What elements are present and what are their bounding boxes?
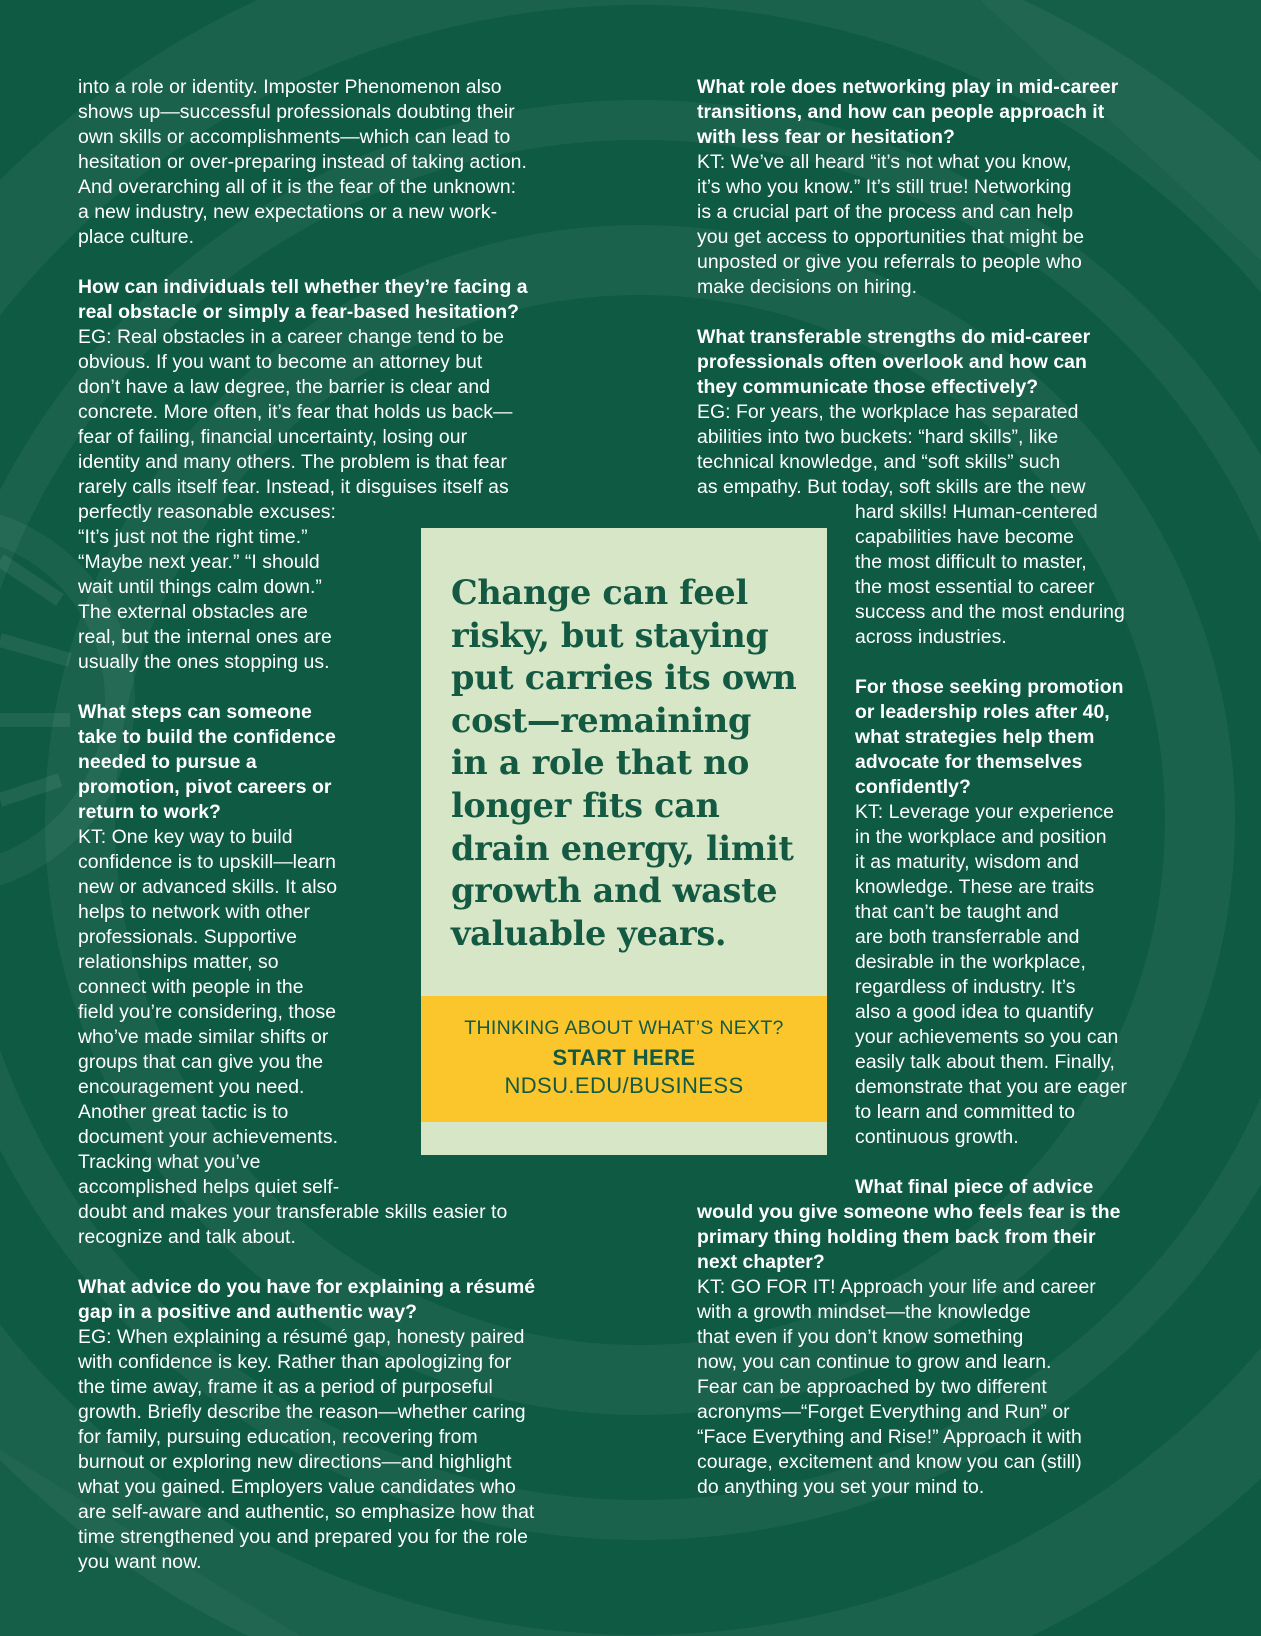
cta-url-link[interactable]: NDSU.EDU/BUSINESS — [504, 1073, 744, 1098]
text-line: growth and waste — [451, 871, 778, 911]
paragraph — [78, 75, 535, 250]
question-heading — [78, 275, 535, 325]
text-line: what you gained. Employers value candidates who — [78, 1476, 516, 1498]
text-line: professionals often overlook and how can — [697, 351, 1087, 373]
text-line: advocate for themselves — [855, 751, 1083, 773]
text-line: growth. Briefly describe the reason—whether caring — [78, 1401, 526, 1423]
text-line: connect with people in the — [78, 976, 304, 998]
pull-quote — [451, 572, 811, 955]
cta-start-here[interactable]: START HERE — [552, 1045, 696, 1070]
text-line: who’ve made similar shifts or — [78, 1026, 329, 1048]
question-heading — [697, 325, 1127, 400]
text-line: rarely calls itself fear. Instead, it disguises itself as — [78, 476, 509, 498]
text-line: into a role or identity. Imposter Phenomenon also — [78, 76, 502, 98]
text-line: What final piece of advice — [855, 1176, 1094, 1198]
text-line: relationships matter, so — [78, 951, 279, 973]
call-to-action-banner[interactable] — [421, 996, 827, 1122]
question-heading — [78, 1275, 535, 1325]
text-line: EG: When explaining a résumé gap, honesty paired — [78, 1326, 525, 1348]
text-line: accomplished helps quiet self- — [78, 1176, 340, 1198]
text-line: needed to pursue a — [78, 751, 257, 773]
text-line: valuable years. — [451, 913, 727, 953]
text-line: do anything you set your mind to. — [697, 1476, 985, 1498]
text-line: abilities into two buckets: “hard skills”, like — [697, 426, 1059, 448]
text-line: a new industry, new expectations or a new work- — [78, 201, 498, 223]
text-line: KT: We’ve all heard “it’s not what you know, — [697, 151, 1072, 173]
text-line: it’s who you know.” It’s still true! Networking — [697, 176, 1072, 198]
text-line: easily talk about them. Finally, — [855, 1051, 1115, 1073]
text-line: confidently? — [855, 776, 971, 798]
text-line: unposted or give you referrals to people who — [697, 251, 1082, 273]
text-line: own skills or accomplishments—which can lead to — [78, 126, 511, 148]
text-line: continuous growth. — [855, 1126, 1019, 1148]
text-line: EG: For years, the workplace has separated — [697, 401, 1079, 423]
text-line: regardless of industry. It’s — [855, 976, 1076, 998]
text-line: gap in a positive and authentic way? — [78, 1301, 418, 1323]
text-line: concrete. More often, it’s fear that holds us back— — [78, 401, 513, 423]
answer-paragraph — [78, 1325, 535, 1575]
text-line: don’t have a law degree, the barrier is clear and — [78, 376, 491, 398]
text-line: what strategies help them — [855, 726, 1095, 748]
text-line: courage, excitement and know you can (still) — [697, 1451, 1082, 1473]
text-line: hard skills! Human-centered — [855, 501, 1098, 523]
text-line: document your achievements. — [78, 1126, 339, 1148]
text-line: next chapter? — [697, 1251, 825, 1273]
text-line: real, but the internal ones are — [78, 626, 332, 648]
text-line: KT: Leverage your experience — [855, 801, 1115, 823]
text-line: doubt and makes your transferable skills easier to — [78, 1201, 508, 1223]
text-line: And overarching all of it is the fear of the unknown: — [78, 176, 517, 198]
text-line: that can’t be taught and — [855, 901, 1059, 923]
text-line: the most essential to career — [855, 576, 1095, 598]
text-line: For those seeking promotion — [855, 676, 1124, 698]
cta-kicker: THINKING ABOUT WHAT’S NEXT? — [464, 1017, 784, 1039]
text-line: KT: GO FOR IT! Approach your life and career — [697, 1276, 1096, 1298]
answer-paragraph — [855, 800, 1127, 1150]
text-line: take to build the confidence — [78, 726, 336, 748]
text-line: the time away, frame it as a period of purposeful — [78, 1376, 493, 1398]
text-line: promotion, pivot careers or — [78, 776, 332, 798]
text-line: Another great tactic is to — [78, 1101, 289, 1123]
text-line: desirable in the workplace, — [855, 951, 1086, 973]
answer-paragraph — [697, 400, 1127, 500]
answer-paragraph-continued — [855, 500, 1127, 650]
text-line: demonstrate that you are eager — [855, 1076, 1128, 1098]
text-line: you get access to opportunities that might be — [697, 226, 1085, 248]
text-line: to learn and committed to — [855, 1101, 1076, 1123]
text-line: cost—remaining — [451, 700, 752, 740]
text-line: Tracking what you’ve — [78, 1151, 261, 1173]
text-line: put carries its own — [451, 658, 797, 698]
text-line: new or advanced skills. It also — [78, 876, 338, 898]
text-line: drain energy, limit — [451, 828, 794, 868]
text-line: across industries. — [855, 626, 1007, 648]
text-line: field you’re considering, those — [78, 1001, 337, 1023]
text-line: knowledge. These are traits — [855, 876, 1095, 898]
text-line: would you give someone who feels fear is the — [697, 1201, 1121, 1223]
text-line: What role does networking play in mid-career — [697, 76, 1119, 98]
answer-paragraph — [697, 1275, 1127, 1500]
text-line: capabilities have become — [855, 526, 1074, 548]
text-line: as empathy. But today, soft skills are the new — [697, 476, 1086, 498]
text-line: with less fear or hesitation? — [697, 126, 955, 148]
pull-quote-callout — [421, 528, 827, 1155]
text-line: in the workplace and position — [855, 826, 1107, 848]
text-line: primary thing holding them back from their — [697, 1226, 1096, 1248]
text-line: make decisions on hiring. — [697, 276, 918, 298]
text-line: your achievements so you can — [855, 1026, 1119, 1048]
text-line: wait until things calm down.” — [78, 576, 322, 598]
text-line: now, you can continue to grow and learn. — [697, 1351, 1052, 1373]
text-line: place culture. — [78, 226, 195, 248]
text-line: real obstacle or simply a fear-based hesitation? — [78, 301, 519, 323]
text-line: Fear can be approached by two different — [697, 1376, 1047, 1398]
text-line: acronyms—“Forget Everything and Run” or — [697, 1401, 1070, 1423]
text-line: with confidence is key. Rather than apologizing for — [78, 1351, 512, 1373]
text-line: also a good idea to quantify — [855, 1001, 1094, 1023]
text-line: is a crucial part of the process and can help — [697, 201, 1074, 223]
text-line: What advice do you have for explaining a résumé — [78, 1276, 536, 1298]
text-line: are self-aware and authentic, so emphasize how that — [78, 1501, 535, 1523]
text-line: longer fits can — [451, 785, 720, 825]
text-line: Change can feel — [451, 573, 748, 612]
question-heading — [697, 1200, 1127, 1275]
text-line: burnout or exploring new directions—and highlight — [78, 1451, 512, 1473]
text-line: time strengthened you and prepared you for the role — [78, 1526, 528, 1548]
text-line: What transferable strengths do mid-career — [697, 326, 1091, 348]
question-heading — [855, 675, 1127, 800]
text-line: they communicate those effectively? — [697, 376, 1039, 398]
text-line: recognize and talk about. — [78, 1226, 296, 1248]
text-line: that even if you don’t know something — [697, 1326, 1024, 1348]
text-line: or leadership roles after 40, — [855, 701, 1110, 723]
question-heading — [697, 75, 1127, 150]
text-line: “Maybe next year.” “I should — [78, 551, 320, 573]
text-line: you want now. — [78, 1551, 202, 1573]
text-line: What steps can someone — [78, 701, 312, 723]
text-line: the most difficult to master, — [855, 551, 1087, 573]
text-line: helps to network with other — [78, 901, 311, 923]
text-line: shows up—successful professionals doubting their — [78, 101, 515, 123]
text-line: transitions, and how can people approach it — [697, 101, 1105, 123]
text-line: confidence is to upskill—learn — [78, 851, 337, 873]
text-line: fear of failing, financial uncertainty, losing our — [78, 426, 468, 448]
text-line: KT: One key way to build — [78, 826, 293, 848]
text-line: hesitation or over-preparing instead of taking action. — [78, 151, 527, 173]
text-line: The external obstacles are — [78, 601, 308, 623]
text-line: “Face Everything and Rise!” Approach it with — [697, 1426, 1082, 1448]
text-line: How can individuals tell whether they’re facing a — [78, 276, 528, 298]
text-line: with a growth mindset—the knowledge — [697, 1301, 1031, 1323]
answer-paragraph — [697, 150, 1127, 300]
text-line: usually the ones stopping us. — [78, 651, 330, 673]
text-line: “It’s just not the right time.” — [78, 526, 308, 548]
text-line: obvious. If you want to become an attorney but — [78, 351, 483, 373]
text-line: technical knowledge, and “soft skills” such — [697, 451, 1061, 473]
text-line: risky, but staying — [451, 615, 769, 655]
text-line: identity and many others. The problem is that fear — [78, 451, 507, 473]
question-heading-start — [855, 1175, 1127, 1200]
text-line: it as maturity, wisdom and — [855, 851, 1080, 873]
text-line: return to work? — [78, 801, 221, 823]
text-line: EG: Real obstacles in a career change tend to be — [78, 326, 505, 348]
text-line: for family, pursuing education, recovering from — [78, 1426, 478, 1448]
text-line: in a role that no — [451, 743, 750, 783]
text-line: perfectly reasonable excuses: — [78, 501, 336, 523]
text-line: are both transferrable and — [855, 926, 1080, 948]
text-line: success and the most enduring — [855, 601, 1125, 623]
text-line: encouragement you need. — [78, 1076, 305, 1098]
text-line: professionals. Supportive — [78, 926, 297, 948]
text-line: groups that can give you the — [78, 1051, 324, 1073]
